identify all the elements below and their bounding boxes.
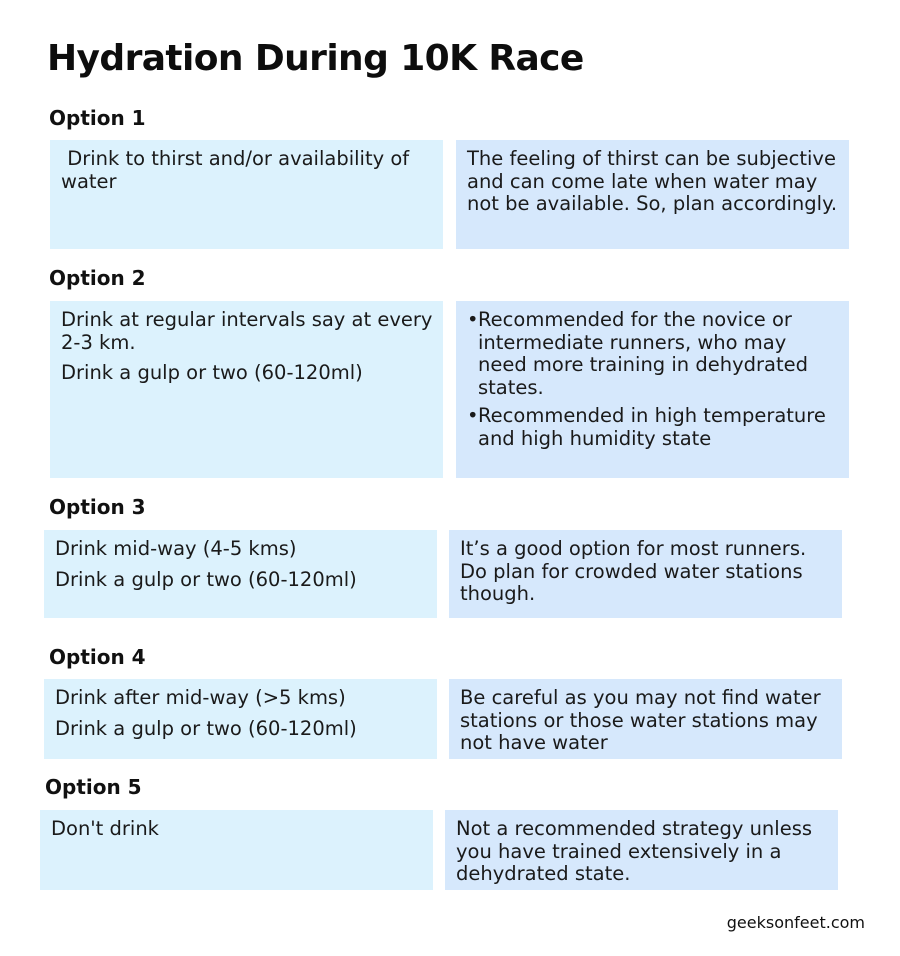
option-2-note-list (467, 309, 841, 450)
page-title: Hydration During 10K Race (47, 38, 584, 79)
option-5-note-box (445, 810, 838, 890)
option-2-strategy-box (50, 301, 443, 478)
footer-source: geeksonfeet.com (726, 913, 865, 932)
option-3-note-box (449, 530, 842, 618)
option-5-strategy-box (40, 810, 433, 890)
option-1-note-box (456, 140, 849, 249)
option-3-strategy-box (44, 530, 437, 618)
option-3-strategy-line-2: Drink a gulp or two (60-120ml) (55, 567, 357, 591)
option-3-note-text: It’s a good option for most runners. Do plan for crowded water stations though. (460, 537, 807, 605)
option-2-note-bullet-2: • Recommended in high temperature and high humidity state (467, 405, 841, 450)
option-2-label: Option 2 (49, 266, 146, 290)
option-1-note-text: The feeling of thirst can be subjective and can come late when water may not be available. So, plan accordingly. (467, 147, 838, 215)
option-2-note-box (456, 301, 849, 478)
option-2-strategy-line-2: Drink a gulp or two (60-120ml) (61, 361, 363, 384)
option-4-strategy-box (44, 679, 437, 759)
option-4-note-text: Be careful as you may not find water stations or those water stations may not have water (460, 686, 821, 754)
option-5-note-text: Not a recommended strategy unless you have trained extensively in a dehydrated state. (456, 817, 813, 885)
option-5-strategy-text: Don't drink (51, 817, 159, 840)
option-1-strategy-box (50, 140, 443, 249)
option-3-label: Option 3 (49, 495, 146, 519)
option-3-strategy-line-1: Drink mid-way (4-5 kms) (55, 537, 297, 560)
option-4-strategy-line-1: Drink after mid-way (>5 kms) (55, 686, 346, 709)
option-4-label: Option 4 (49, 645, 146, 669)
option-2-note-bullet-1: • Recommended for the novice or intermediate runners, who may need more training in dehydrated states. (467, 309, 841, 399)
option-1-label: Option 1 (49, 106, 146, 130)
option-4-strategy-line-2: Drink a gulp or two (60-120ml) (55, 716, 357, 740)
option-4-note-box (449, 679, 842, 759)
option-5-label: Option 5 (45, 775, 142, 799)
option-2-strategy-line-1: Drink at regular intervals say at every 2-3 km. (61, 308, 433, 354)
option-1-strategy-text: Drink to thirst and/or availability of water (61, 147, 416, 193)
